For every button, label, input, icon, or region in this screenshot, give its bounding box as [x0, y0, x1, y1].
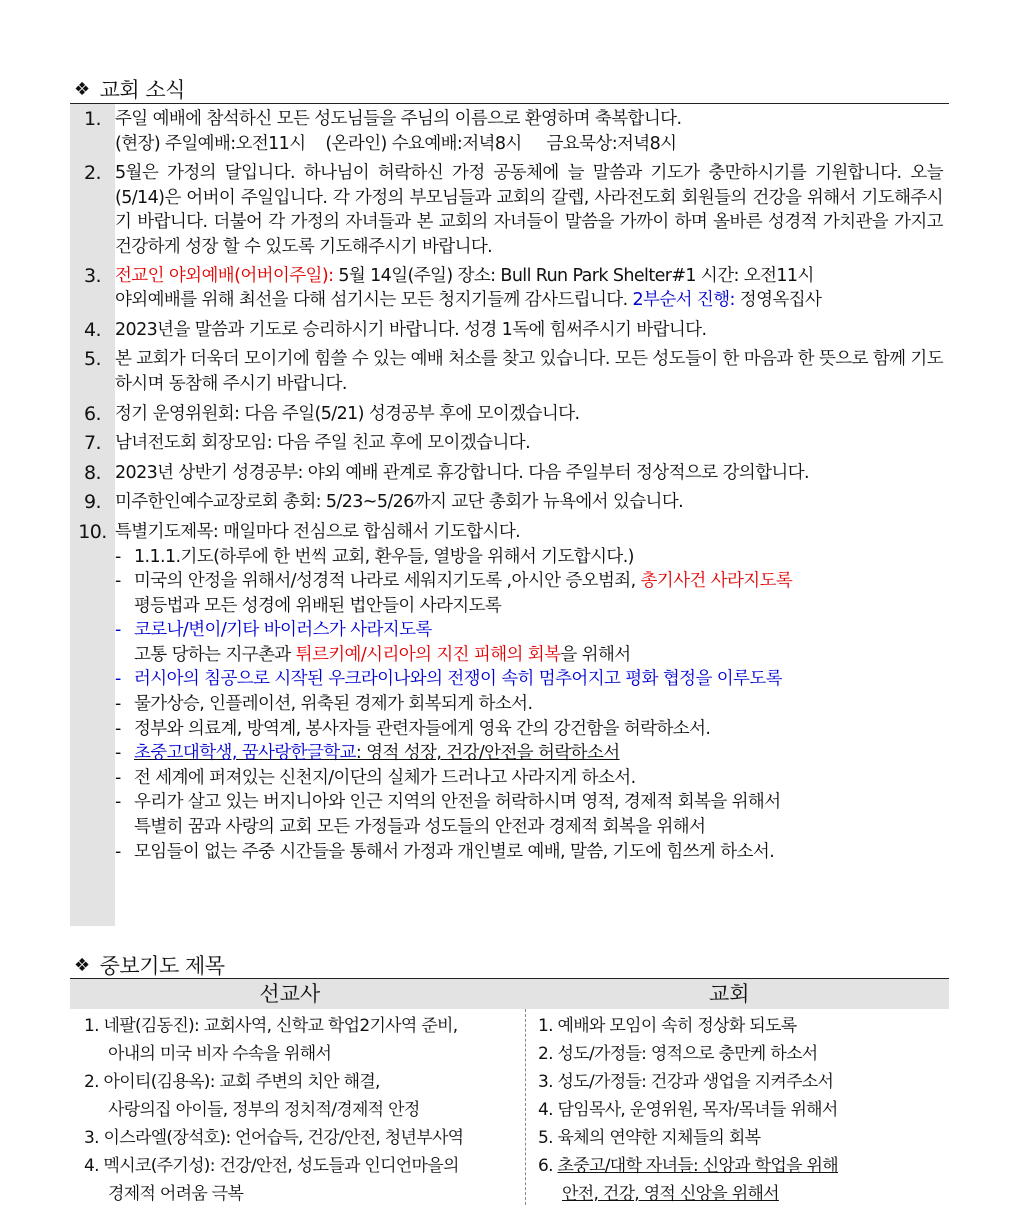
diamond-bullet-icon: ❖	[74, 954, 90, 976]
missionary-column-header: 선교사	[259, 982, 321, 1006]
missionary-list: 1. 네팔(김동진): 교회사역, 신학교 학업2기사역 준비, 아내의 미국 비자 수속을 위해서 2. 아이티(김용옥): 교회 주변의 치안 해결, 사랑의집 아이들, 정부의 정치적/경제적 안정 3. 이스라엘(장석호): 언어습득, 건강/안전, 청년부사역 4. 멕시코(주기성): 건강/안전, 성도들과 인디언마을의 경제적 어려움 극복	[84, 1016, 464, 1204]
news-list	[70, 107, 949, 864]
list-item: 2. 5월은 가정의 달입니다. 하나님이 허락하신 가정 공동체에 늘 말씀과 기도가 충만하시기를 기원합니다. 오늘(5/14)은 어버이 주일입니다. 각 가정의 부모님들과 교회의 갈렙, 사라전도회 회원들의 건강을 위해서 기도해주시기 바랍니다. 더불어 각 가정의 자녀들과 본 교회의 자녀들이 말씀을 가까이 하며 올바른 성경적 가치관을 가지고 건강하게 성장 할 수 있도록 기도해주시기 바랍니다.	[84, 162, 943, 257]
intercession-heading	[74, 950, 225, 980]
list-item: 6. 정기 운영위원회: 다음 주일(5/21) 성경공부 후에 모이겠습니다.	[84, 402, 580, 425]
outdoor-service-label: 전교인 야외예배(어버이주일):	[115, 265, 334, 286]
list-item: 10. 특별기도제목: 매일마다 전심으로 합심해서 기도합시다. - 1.1.1.기도(하루에 한 번씩 교회, 환우들, 열방을 위해서 기도합시다.) - 미국의 안정을 위해서/성경적 나라로 세워지기도록 ,아시안 증오범죄, 총기사건 사라지도록 평등법과 모든 성경에 위배된 법안들이 사라지도록 - 코로나/변이/기타 바이러스가 사라지도록 고통 당하는 지구촌과 튀르키예/시리아의 지진 피해의 회복을 위해서 - 러시아의 침공으로 시작된 우크라이나와의 전쟁이 속히 멈추어지고 평화 협정을 이루도록 - 물가상승, 인플레이션, 위축된 경제가 회복되게 하소서. - 정부와 의료계, 방역계, 봉사자들 관련자들에게 영육 간의 강건함을 허락하소서. - 초중고대학생, 꿈사랑한글학교: 영적 성장, 건강/안전을 허락하소서 - 전 세계에 퍼져있는 신천지/이단의 실체가 드러나고 사라지게 하소서. - 우리가 살고 있는 버지니아와 인근 지역의 안전을 허락하시며 영적, 경제적 회복을 위해서 특별히 꿈과 사랑의 교회 모든 가정들과 성도들의 안전과 경제적 회복을 위해서 - 모임들이 없는 주중 시간들을 통해서 가정과 개인별로 예배, 말씀, 기도에 힘쓰게 하소서.	[78, 520, 793, 862]
church-column-header: 교회	[708, 982, 750, 1006]
diamond-bullet-icon: ❖	[74, 78, 90, 100]
news-heading-text: 교회 소식	[99, 78, 185, 102]
list-item: 3. 전교인 야외예배(어버이주일): 5월 14일(주일) 장소: Bull Run Park Shelter#1 시간: 오전11시 야외예배를 위해 최선을 다해 섬기시는 모든 청지기들께 감사드립니다. 2부순서 진행: 정영옥집사	[84, 264, 822, 311]
column-divider	[525, 1009, 526, 1205]
list-item: 9. 미주한인예수교장로회 총회: 5/23~5/26까지 교단 총회가 뉴욕에서 있습니다.	[84, 491, 684, 514]
intercession-heading-text: 중보기도 제목	[99, 954, 225, 978]
divider	[70, 103, 949, 104]
news-heading	[74, 74, 185, 104]
church-list: 1. 예배와 모임이 속히 정상화 되도록 2. 성도/가정들: 영적으로 충만케 하소서 3. 성도/가정들: 건강과 생업을 지켜주소서 4. 담임목사, 운영위원, 목자/목녀들 위해서 5. 육체의 연약한 지체들의 회복 6. 초중고/대학 자녀들: 신앙과 학업을 위해 안전, 건강, 영적 신앙을 위해서	[538, 1016, 838, 1204]
table-header	[70, 978, 949, 1009]
list-item: 4. 2023년을 말씀과 기도로 승리하시기 바랍니다. 성경 1독에 힘써주시기 바랍니다.	[84, 318, 707, 341]
list-item: 8. 2023년 상반기 성경공부: 야외 예배 관계로 휴강합니다. 다음 주일부터 정상적으로 강의합니다.	[84, 461, 809, 484]
list-item: 1. 주일 예배에 참석하신 모든 성도님들을 주님의 이름으로 환영하며 축복합니다. (현장) 주일예배:오전11시 (온라인) 수요예배:저녁8시 금요묵상:저녁8시	[84, 108, 682, 154]
list-item: 7. 남녀전도회 회장모임: 다음 주일 친교 후에 모이겠습니다.	[84, 432, 531, 455]
intercession-table	[70, 978, 949, 1205]
list-item: 5. 본 교회가 더욱더 모이기에 힘쓸 수 있는 예배 처소를 찾고 있습니다. 모든 성도들이 한 마음과 한 뜻으로 함께 기도하시며 동참해 주시기 바랍니다.	[84, 348, 944, 394]
